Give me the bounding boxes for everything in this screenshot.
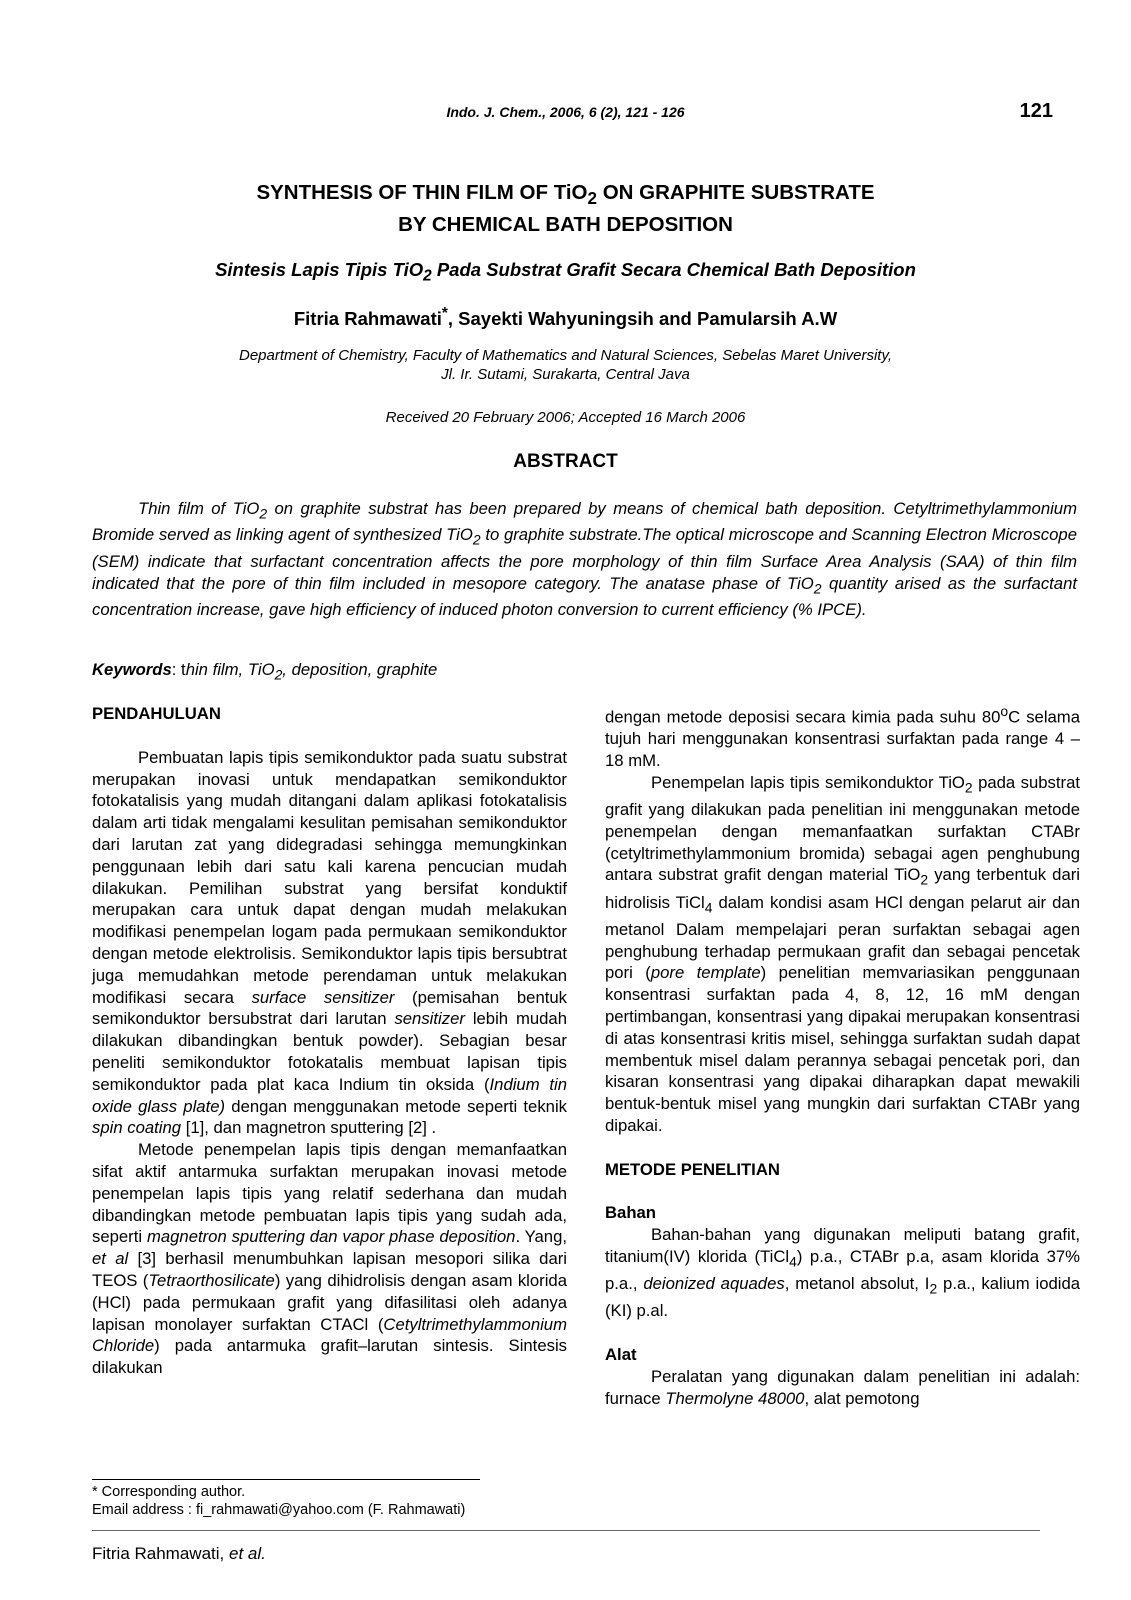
running-footer: Fitria Rahmawati, et al. (92, 1544, 266, 1563)
corresponding-mark: * (441, 305, 448, 322)
subsection-heading-bahan: Bahan (605, 1203, 656, 1223)
paragraph: Pembuatan lapis tipis semikonduktor pada suatu substrat merupakan inovasi untuk mendapatkan semikonduktor fotokatalisis yang mudah ditangani dalam aplikasi fotokatalisis dalam arti tidak mengalami kesulitan pemisahan semikonduktor dari larutan zat yang didegradasi sehingga memungkinkan penggunaan lebih dari satu kali karena pencucian mudah dilakukan. Pemilihan substrat yang bersifat konduktif merupakan cara untuk dapat dengan mudah melakukan modifikasi penempelan logam pada permukaan semikonduktor dengan metode elektrolisis. Semikonduktor lapis tipis bersubtrat juga memudahkan metode perendaman untuk melakukan modifikasi secara surface sensitizer (pemisahan bentuk semikonduktor bersubstrat dari larutan sensitizer lebih mudah dilakukan dibandingkan bentuk powder). Sebagian besar peneliti semikonduktor fotokatalis membuat lapisan tipis semikonduktor pada plat kaca Indium tin oksida (Indium tin oxide glass plate) dengan menggunakan metode seperti teknik spin coating [1], dan magnetron sputtering [2] . (92, 747, 567, 1138)
section-heading-metode: METODE PENELITIAN (605, 1159, 780, 1179)
keywords: Keywords: thin film, TiO$_2$, deposition, graphite (92, 660, 438, 683)
paper-subtitle: Sintesis Lapis Tipis TiO$_2$ Pada Substrat Grafit Secara Chemical Bath Deposition (215, 259, 916, 285)
page-number: 121 (1019, 100, 1053, 122)
paragraph: dengan metode deposisi secara kimia pada suhu 80$^o$C selama tujuh hari menggunakan konsentrasi surfaktan pada range 4 – 18 mM. (605, 703, 1080, 771)
subsection-heading-alat: Alat (605, 1345, 637, 1365)
author-list: Fitria Rahmawati*, Sayekti Wahyuningsih and Pamularsih A.W (293, 305, 838, 330)
footnote-email: Email address : fi_rahmawati@yahoo.com (F. Rahmawati) (92, 1502, 466, 1518)
footnote-divider (92, 1479, 480, 1480)
journal-reference: Indo. J. Chem., 2006, 6 (2), 121 - 126 (446, 104, 685, 120)
right-column (605, 701, 1080, 1410)
footer-divider (92, 1530, 1040, 1531)
paper-title (0, 180, 1131, 238)
paragraph: Metode penempelan lapis tipis dengan memanfaatkan sifat aktif antarmuka surfaktan merupakan inovasi metode penempelan lapis tipis yang relatif sederhana dan mudah dibandingkan metode pembuatan lapis tipis yang sudah ada, seperti magnetron sputtering dan vapor phase deposition. Yang, et al [3] berhasil menumbuhkan lapisan mesopori silika dari TEOS (Tetraorthosilicate) yang dihidrolisis dengan asam klorida (HCl) pada permukaan grafit yang difasilitasi oleh adanya lapisan monolayer surfaktan CTACl (Cetyltrimethylammonium Chloride) pada antarmuka grafit–larutan sintesis. Sintesis dilakukan (92, 1140, 567, 1378)
footnote-corresponding: * Corresponding author. (92, 1484, 246, 1500)
title-line-1: SYNTHESIS OF THIN FILM OF TiO$_2$ ON GRAPHITE SUBSTRATE (256, 181, 875, 209)
footnotes (92, 1483, 465, 1519)
abstract-heading: ABSTRACT (513, 451, 618, 472)
paragraph: Bahan-bahan yang digunakan meliputi batang grafit, titanium(IV) klorida (TiCl$_4$) p.a., CTABr p.a, asam klorida 37% p.a., deionized aquades, metanol absolut, $I_2$ p.a., kalium iodida (KI) p.al. (605, 1225, 1081, 1321)
received-dates: Received 20 February 2006; Accepted 16 March 2006 (385, 409, 746, 426)
title-line-2: BY CHEMICAL BATH DEPOSITION (398, 213, 733, 237)
abstract-text: Thin film of TiO$_2$ on graphite substrat has been prepared by means of chemical bath deposition. Cetyltrimethylammonium Bromide served as linking agent of synthesized TiO$_2$ to graphite substrate.The optical microscope and Scanning Electron Microscope (SEM) indicate that surfactant concentration affects the pore morphology of thin film Surface Area Analysis (SAA) of thin film indicated that the pore of thin film included in mesopore category. The anatase phase of TiO$_2$ quantity arised as the surfactant concentration increase, gave high efficiency of induced photon conversion to current efficiency (% IPCE). (92, 499, 1077, 619)
paragraph: Peralatan yang digunakan dalam penelitian ini adalah: furnace Thermolyne 48000, alat pemotong (605, 1366, 1080, 1408)
left-column (92, 703, 567, 1379)
affiliation: Department of Chemistry, Faculty of Mathematics and Natural Sciences, Sebelas Maret University, Jl. Ir. Sutami, Surakarta, Central Java (238, 347, 893, 383)
paragraph: Penempelan lapis tipis semikonduktor TiO$_2$ pada substrat grafit yang dilakukan pada penelitian ini menggunakan metode penempelan dengan memanfaatkan surfaktan CTABr (cetyltrimethylammonium bromida) sebagai agen penghubung antara substrat grafit dengan material TiO$_2$ yang terbentuk dari hidrolisis TiCl$_4$ dalam kondisi asam HCl dengan pelarut air dan metanol Dalam mempelajari peran surfaktan sebagai agen penghubung terhadap permukaan grafit dan sebagai pencetak pori (pore template) penelitian memvariasikan penggunaan konsentrasi surfaktan pada 4, 8, 12, 16 mM dengan pertimbangan, konsentrasi yang dipakai merupakan konsentrasi di atas konsentrasi kritis misel, sehingga surfaktan sudah dapat membentuk misel dalam perannya sebagai pencetak pori, dan kisaran konsentrasi yang dipakai diharapkan dapat mewakili bentuk-bentuk misel yang mungkin dari surfaktan CTABr yang dipakai. (605, 772, 1081, 1135)
section-heading-pendahuluan: PENDAHULUAN (92, 704, 221, 723)
